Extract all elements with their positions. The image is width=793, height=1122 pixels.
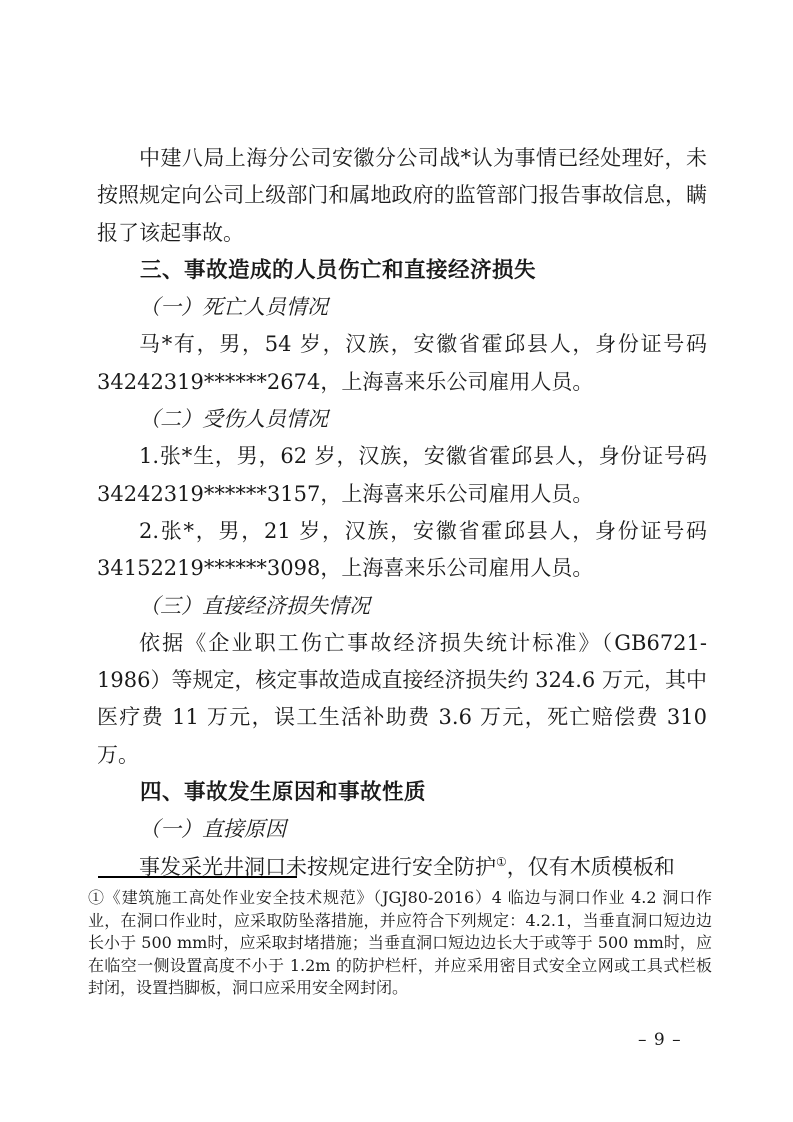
paragraph-intro: 中建八局上海分公司安徽分公司战*认为事情已经处理好，未按照规定向公司上级部门和属地政府的监管部门报告事故信息，瞒报了该起事故。 [97,146,707,245]
paragraph-deceased: 马*有，男，54 岁，汉族，安徽省霍邱县人，身份证号码34242319******2674，上海喜来乐公司雇用人员。 [97,332,707,394]
subheading-3-1-deaths: （一）死亡人员情况 [139,295,328,320]
paragraph-injured-1: 1.张*生，男，62 岁，汉族，安徽省霍邱县人，身份证号码34242319******3157，上海喜来乐公司雇用人员。 [97,444,707,506]
page-number: – 9 – [638,1030,682,1050]
section-heading-4: 四、事故发生原因和事故性质 [140,780,427,806]
subheading-3-3-economic-loss: （三）直接经济损失情况 [139,593,370,618]
footnote-text: ①《建筑施工高处作业安全技术规范》（JGJ80-2016）4 临边与洞口作业 4.2 洞口作业，在洞口作业时，应采取防坠落措施，并应符合下列规定：4.2.1，当垂直洞口短边边长小于 500 mm时，应采取封堵措施；当垂直洞口短边边长大于或等于 500 mm时，应在临空一侧设置高度不小于 1.2m 的防护栏杆，并应采用密目式安全立网或工具式栏板封闭，设置挡脚板，洞口应采用安全网封闭。 [88,888,712,997]
subheading-4-1-direct-cause: （一）直接原因 [139,817,286,842]
direct-cause-text: 事发采光井洞口未按规定进行安全防护 [139,854,496,879]
document-body [97,140,707,886]
paragraph-economic-loss: 依据《企业职工伤亡事故经济损失统计标准》（GB6721-1986）等规定，核定事故造成直接经济损失约 324.6 万元，其中医疗费 11 万元，误工生活补助费 3.6 万元，死亡赔偿费 310 万。 [97,630,707,767]
paragraph-injured-2: 2.张*，男，21 岁，汉族，安徽省霍邱县人，身份证号码34152219******3098，上海喜来乐公司雇用人员。 [97,518,707,581]
footnote-ref-1: ① [496,854,507,869]
direct-cause-text-cont: ，仅有木质模板和 [506,854,675,879]
footnote-separator-line [98,876,297,878]
subheading-3-2-injured: （二）受伤人员情况 [139,407,328,432]
section-heading-3: 三、事故造成的人员伤亡和直接经济损失 [140,257,537,283]
footnote-area [88,876,712,1000]
